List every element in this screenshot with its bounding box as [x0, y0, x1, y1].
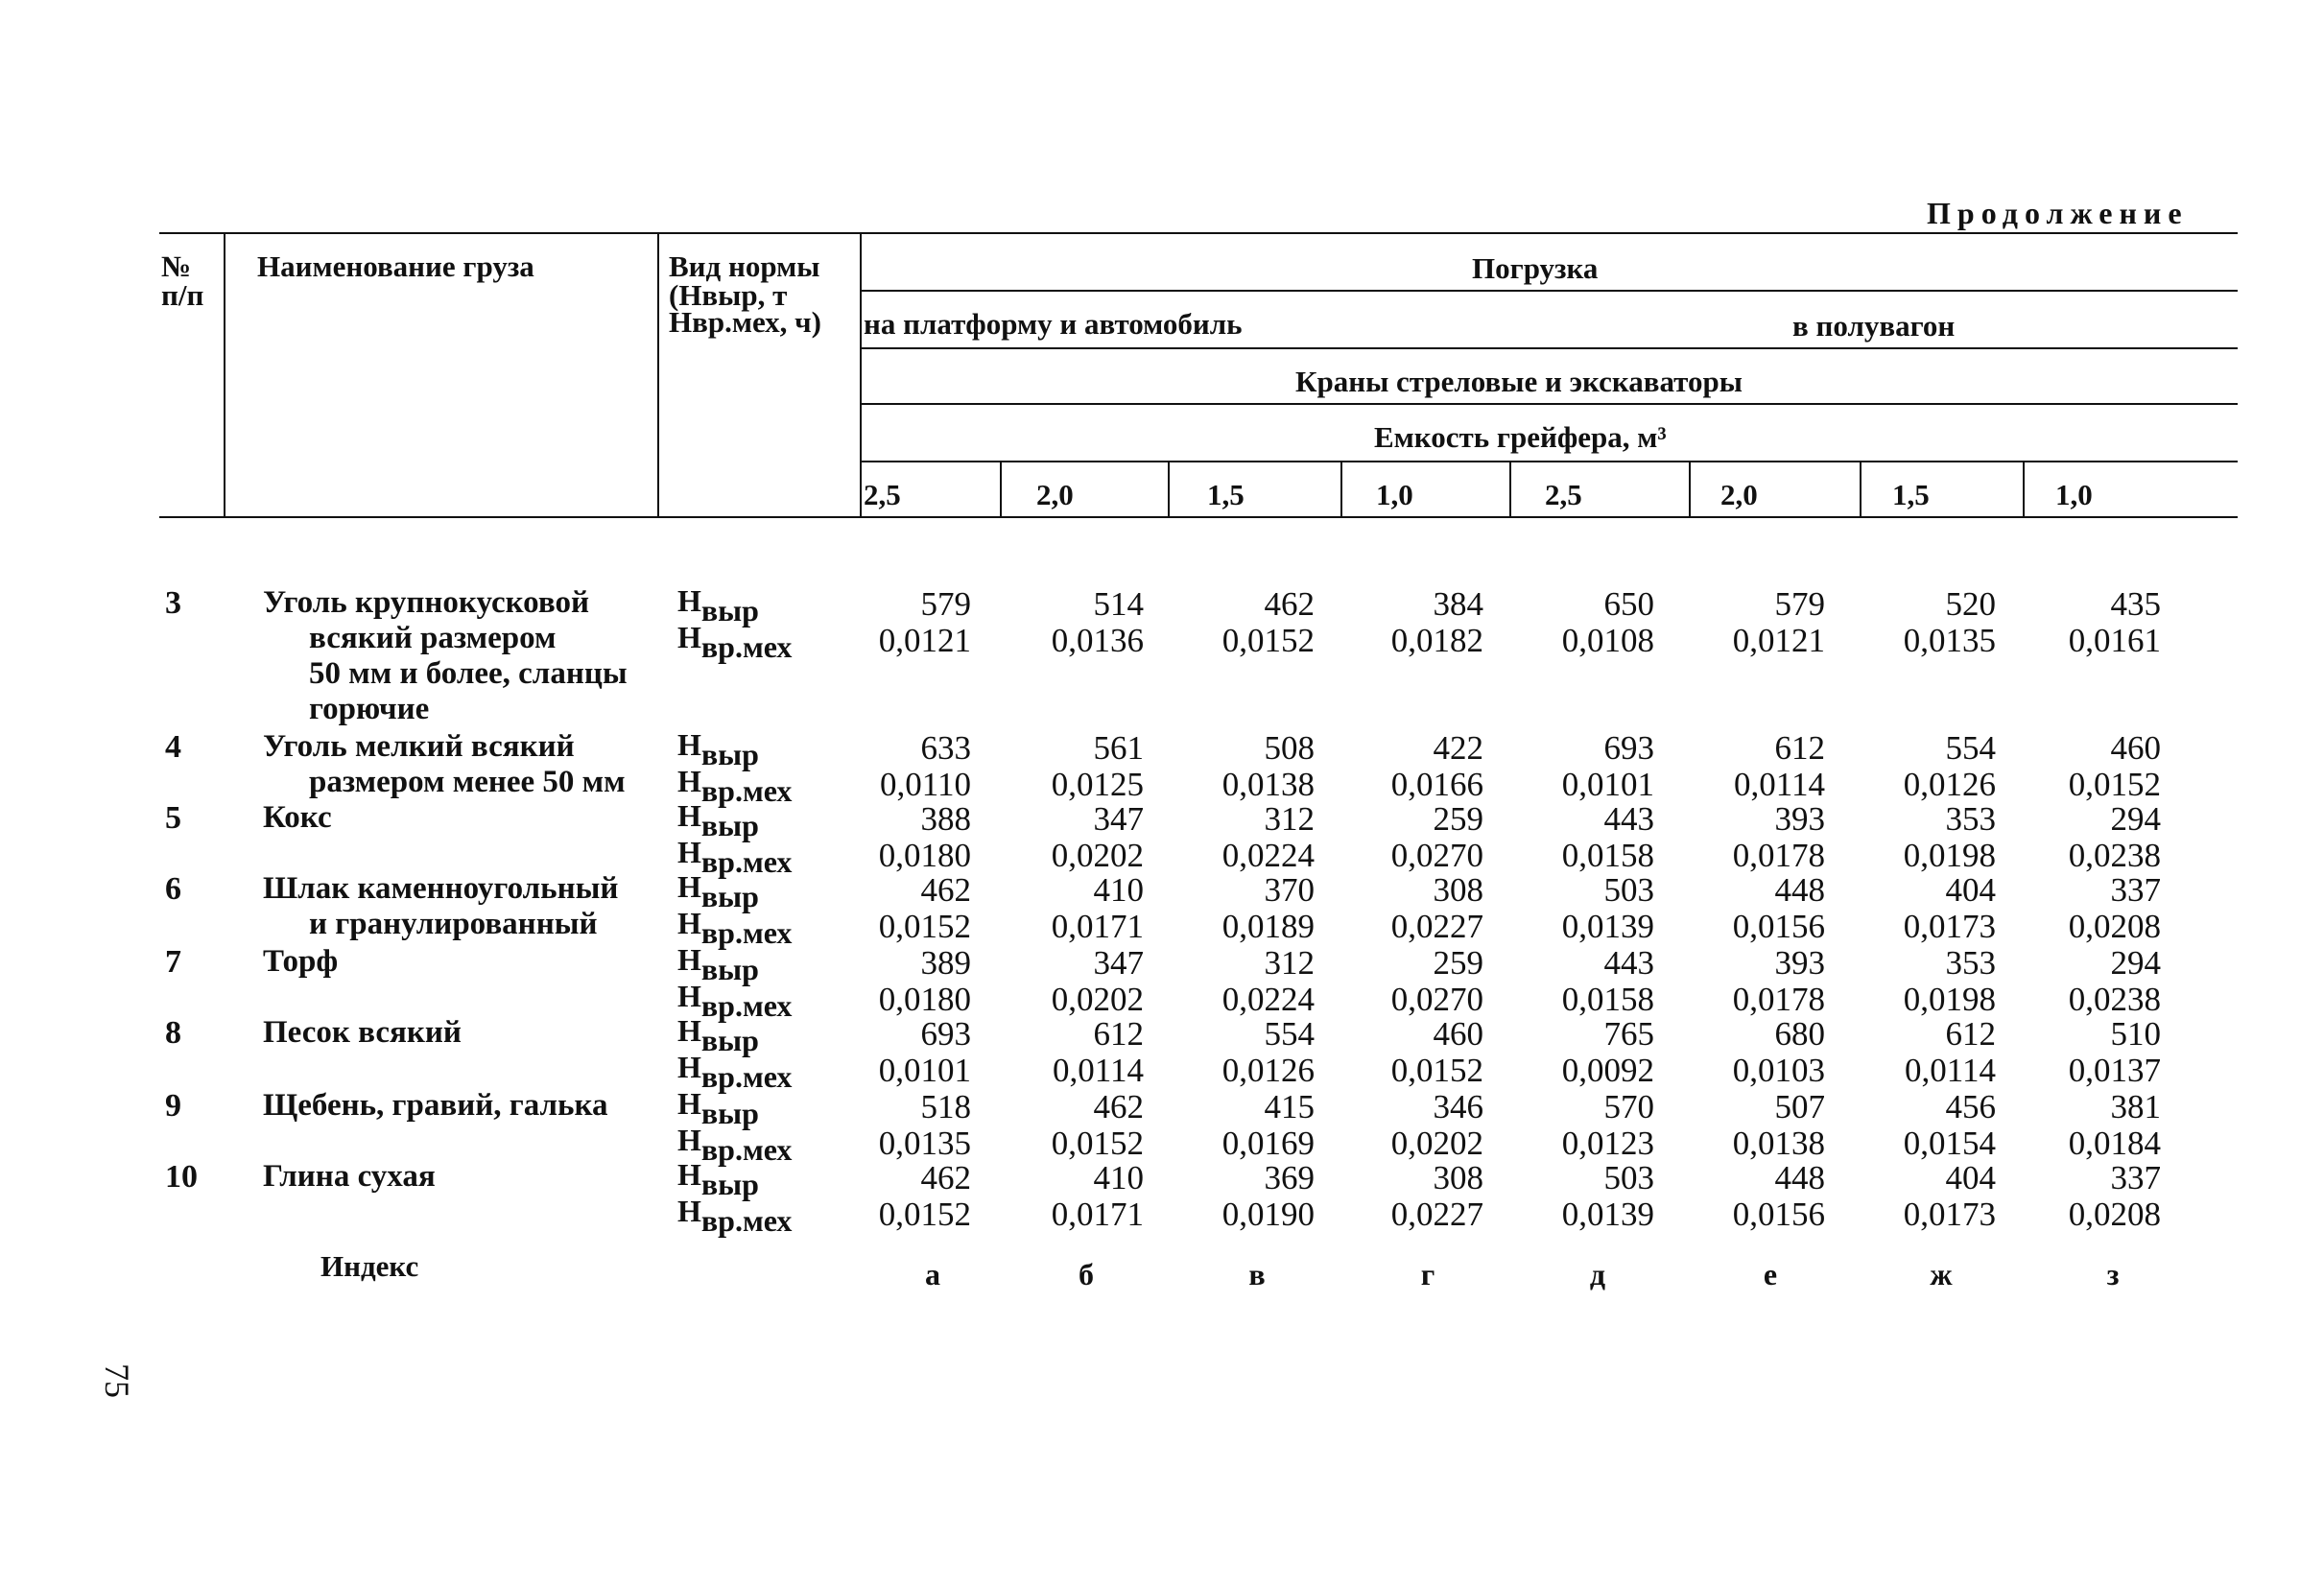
value-time: 0,0180	[878, 837, 971, 874]
value-output: 520	[1945, 585, 1996, 623]
value-time: 0,0156	[1732, 1196, 1825, 1233]
norm-subscript: вр.мех	[700, 915, 793, 950]
value-output: 554	[1264, 1015, 1315, 1053]
value-time: 0,0139	[1561, 908, 1654, 945]
cargo-name-line: 50 мм и более, сланцы	[309, 656, 628, 691]
capacity-cell: 2,5	[1545, 478, 1582, 511]
header-norm-line2: (Нвыр, т	[669, 278, 788, 312]
value-output: 680	[1774, 1015, 1825, 1053]
value-output: 612	[1093, 1015, 1144, 1053]
value-output: 612	[1945, 1015, 1996, 1053]
index-letter: ж	[1930, 1257, 1953, 1291]
cargo-name-line: Щебень, гравий, галька	[263, 1088, 608, 1123]
row-number: 10	[165, 1159, 198, 1195]
col-divider-3	[860, 232, 862, 518]
value-time: 0,0135	[1903, 622, 1996, 659]
value-output: 404	[1945, 871, 1996, 909]
cap-divider-4	[1509, 461, 1511, 518]
value-output: 650	[1603, 585, 1654, 623]
norm-symbol: Н	[677, 979, 701, 1013]
value-time: 0,0270	[1390, 981, 1483, 1018]
col-divider-1	[224, 232, 225, 518]
value-output: 508	[1264, 729, 1315, 767]
value-output: 579	[920, 585, 971, 623]
rule-loading	[862, 290, 2238, 292]
capacity-cell: 1,5	[1207, 478, 1245, 511]
header-equipment: Краны стреловые и экскаваторы	[1295, 365, 1743, 398]
value-output: 381	[2110, 1088, 2161, 1125]
value-output: 448	[1774, 1159, 1825, 1196]
cap-divider-6	[1860, 461, 1862, 518]
norm-subscript: вр.мех	[700, 1132, 793, 1167]
value-time: 0,0137	[2068, 1052, 2161, 1089]
cap-divider-7	[2023, 461, 2025, 518]
norm-subscript: вр.мех	[700, 1059, 793, 1094]
value-output: 393	[1774, 800, 1825, 838]
norm-symbol: Н	[677, 906, 701, 940]
value-time: 0,0152	[878, 908, 971, 945]
value-output: 308	[1433, 1159, 1483, 1196]
value-output: 448	[1774, 871, 1825, 909]
header-bottom-rule	[159, 516, 2238, 518]
cargo-name-line: размером менее 50 мм	[309, 765, 626, 799]
cargo-name-line: Торф	[263, 944, 339, 979]
rule-capacity	[862, 461, 2238, 462]
value-time: 0,0208	[2068, 1196, 2161, 1233]
norm-symbol: Н	[677, 764, 701, 798]
value-output: 404	[1945, 1159, 1996, 1196]
cargo-name-line: и гранулированный	[309, 907, 598, 941]
value-time: 0,0108	[1561, 622, 1654, 659]
value-time: 0,0103	[1732, 1052, 1825, 1089]
value-time: 0,0121	[878, 622, 971, 659]
value-time: 0,0125	[1051, 766, 1144, 803]
value-output: 514	[1093, 585, 1144, 623]
value-output: 347	[1093, 944, 1144, 982]
value-time: 0,0092	[1561, 1052, 1654, 1089]
value-time: 0,0123	[1561, 1125, 1654, 1162]
header-dest-platform: на платформу и автомобиль	[864, 307, 1243, 341]
norm-subscript: вр.мех	[700, 988, 793, 1023]
rule-destination	[862, 347, 2238, 349]
index-letter: а	[925, 1257, 940, 1291]
value-time: 0,0152	[1390, 1052, 1483, 1089]
value-time: 0,0114	[1053, 1052, 1144, 1089]
value-time: 0,0139	[1561, 1196, 1654, 1233]
norm-type-time	[677, 620, 792, 665]
cargo-name-line: Уголь крупнокусковой	[263, 585, 589, 620]
value-time: 0,0136	[1051, 622, 1144, 659]
value-output: 312	[1264, 800, 1315, 838]
value-time: 0,0227	[1390, 908, 1483, 945]
norm-symbol: Н	[677, 583, 701, 618]
capacity-cell: 2,0	[1036, 478, 1074, 511]
norm-symbol: Н	[677, 942, 701, 977]
value-output: 353	[1945, 944, 1996, 982]
cap-divider-1	[1000, 461, 1002, 518]
table-top-rule	[159, 232, 2238, 234]
value-output: 507	[1774, 1088, 1825, 1125]
value-output: 443	[1603, 800, 1654, 838]
row-number: 6	[165, 871, 181, 907]
value-output: 462	[1093, 1088, 1144, 1125]
value-time: 0,0126	[1221, 1052, 1315, 1089]
cargo-name-line: всякий размером	[309, 621, 557, 655]
value-time: 0,0114	[1734, 766, 1825, 803]
index-letter: г	[1420, 1257, 1435, 1291]
index-letter: д	[1589, 1257, 1606, 1291]
norm-subscript: выр	[700, 1023, 759, 1057]
header-loading: Погрузка	[1472, 251, 1599, 285]
norm-subscript: выр	[700, 737, 759, 771]
norm-subscript: вр.мех	[700, 1203, 793, 1238]
value-time: 0,0152	[2068, 766, 2161, 803]
value-output: 570	[1603, 1088, 1654, 1125]
value-time: 0,0126	[1903, 766, 1996, 803]
value-time: 0,0173	[1903, 908, 1996, 945]
value-time: 0,0114	[1905, 1052, 1996, 1089]
value-time: 0,0138	[1732, 1125, 1825, 1162]
value-time: 0,0202	[1051, 981, 1144, 1018]
value-output: 462	[1264, 585, 1315, 623]
value-time: 0,0161	[2068, 622, 2161, 659]
cargo-name-line: горючие	[309, 692, 430, 726]
value-output: 561	[1093, 729, 1144, 767]
norm-subscript: вр.мех	[700, 773, 793, 808]
header-num-line1: №	[161, 249, 192, 283]
capacity-cell: 1,0	[1376, 478, 1413, 511]
row-number: 9	[165, 1088, 181, 1124]
value-output: 415	[1264, 1088, 1315, 1125]
norm-subscript: выр	[700, 808, 759, 842]
value-time: 0,0198	[1903, 981, 1996, 1018]
value-output: 259	[1433, 944, 1483, 982]
value-time: 0,0158	[1561, 981, 1654, 1018]
value-output: 510	[2110, 1015, 2161, 1053]
value-output: 388	[920, 800, 971, 838]
header-num-line2: п/п	[161, 278, 204, 312]
value-output: 460	[1433, 1015, 1483, 1053]
row-number: 5	[165, 800, 181, 836]
continuation-label: Продолжение	[1927, 196, 2189, 230]
value-time: 0,0171	[1051, 1196, 1144, 1233]
value-output: 693	[920, 1015, 971, 1053]
value-time: 0,0156	[1732, 908, 1825, 945]
value-output: 579	[1774, 585, 1825, 623]
index-letter: б	[1079, 1257, 1094, 1291]
value-output: 462	[920, 871, 971, 909]
page-number: 75	[98, 1363, 136, 1398]
value-output: 410	[1093, 871, 1144, 909]
value-output: 518	[920, 1088, 971, 1125]
value-output: 554	[1945, 729, 1996, 767]
cargo-name-line: Песок всякий	[263, 1015, 462, 1050]
cargo-name-line: Кокс	[263, 800, 332, 835]
value-time: 0,0169	[1221, 1125, 1315, 1162]
value-time: 0,0101	[1561, 766, 1654, 803]
row-number: 3	[165, 585, 181, 621]
rule-equipment	[862, 403, 2238, 405]
value-time: 0,0152	[1051, 1125, 1144, 1162]
value-output: 765	[1603, 1015, 1654, 1053]
value-time: 0,0227	[1390, 1196, 1483, 1233]
index-label: Индекс	[320, 1249, 419, 1283]
header-norm-line3: Нвр.мех, ч)	[669, 305, 821, 339]
norm-subscript: выр	[700, 952, 759, 986]
value-output: 410	[1093, 1159, 1144, 1196]
value-output: 612	[1774, 729, 1825, 767]
value-time: 0,0173	[1903, 1196, 1996, 1233]
header-norm-line1: Вид нормы	[669, 249, 820, 283]
col-divider-2	[657, 232, 659, 518]
value-output: 294	[2110, 944, 2161, 982]
index-letter: в	[1248, 1257, 1266, 1291]
index-letter: е	[1763, 1257, 1778, 1291]
value-output: 347	[1093, 800, 1144, 838]
value-time: 0,0202	[1051, 837, 1144, 874]
value-output: 370	[1264, 871, 1315, 909]
value-time: 0,0202	[1390, 1125, 1483, 1162]
norm-symbol: Н	[677, 727, 701, 762]
value-time: 0,0166	[1390, 766, 1483, 803]
value-time: 0,0158	[1561, 837, 1654, 874]
value-time: 0,0198	[1903, 837, 1996, 874]
value-time: 0,0224	[1221, 981, 1315, 1018]
value-output: 337	[2110, 871, 2161, 909]
value-output: 353	[1945, 800, 1996, 838]
value-output: 384	[1433, 585, 1483, 623]
norm-symbol: Н	[677, 869, 701, 904]
value-time: 0,0238	[2068, 981, 2161, 1018]
value-output: 312	[1264, 944, 1315, 982]
norm-subscript: выр	[700, 593, 759, 628]
value-time: 0,0135	[878, 1125, 971, 1162]
index-letter: з	[2106, 1257, 2120, 1291]
value-output: 633	[920, 729, 971, 767]
norm-symbol: Н	[677, 798, 701, 833]
norm-subscript: вр.мех	[700, 629, 793, 664]
cap-divider-3	[1340, 461, 1342, 518]
capacity-cell: 2,5	[864, 478, 901, 511]
value-time: 0,0208	[2068, 908, 2161, 945]
value-time: 0,0152	[878, 1196, 971, 1233]
norm-symbol: Н	[677, 1086, 701, 1121]
cap-divider-2	[1168, 461, 1170, 518]
row-number: 4	[165, 729, 181, 765]
header-capacity: Емкость грейфера, м³	[1374, 420, 1667, 454]
value-output: 443	[1603, 944, 1654, 982]
value-time: 0,0110	[880, 766, 971, 803]
value-time: 0,0238	[2068, 837, 2161, 874]
norm-subscript: вр.мех	[700, 844, 793, 879]
value-output: 294	[2110, 800, 2161, 838]
capacity-cell: 2,0	[1720, 478, 1758, 511]
cargo-name-line: Шлак каменноугольный	[263, 871, 619, 906]
value-output: 693	[1603, 729, 1654, 767]
cap-divider-5	[1689, 461, 1691, 518]
norm-type-time	[677, 1194, 792, 1239]
value-output: 456	[1945, 1088, 1996, 1125]
cargo-name-line: Уголь мелкий всякий	[263, 729, 575, 764]
capacity-cell: 1,0	[2055, 478, 2093, 511]
value-time: 0,0138	[1221, 766, 1315, 803]
value-time: 0,0178	[1732, 837, 1825, 874]
value-output: 435	[2110, 585, 2161, 623]
norm-symbol: Н	[677, 1050, 701, 1084]
value-time: 0,0178	[1732, 981, 1825, 1018]
value-output: 393	[1774, 944, 1825, 982]
value-time: 0,0101	[878, 1052, 971, 1089]
value-output: 337	[2110, 1159, 2161, 1196]
value-time: 0,0121	[1732, 622, 1825, 659]
norm-subscript: выр	[700, 1096, 759, 1130]
value-time: 0,0154	[1903, 1125, 1996, 1162]
norm-subscript: выр	[700, 879, 759, 913]
row-number: 8	[165, 1015, 181, 1051]
value-output: 389	[920, 944, 971, 982]
norm-symbol: Н	[677, 1194, 701, 1228]
value-time: 0,0189	[1221, 908, 1315, 945]
value-time: 0,0270	[1390, 837, 1483, 874]
value-output: 462	[920, 1159, 971, 1196]
value-output: 369	[1264, 1159, 1315, 1196]
capacity-cell: 1,5	[1892, 478, 1930, 511]
value-output: 346	[1433, 1088, 1483, 1125]
cargo-name-line: Глина сухая	[263, 1159, 436, 1194]
norm-symbol: Н	[677, 1013, 701, 1048]
value-output: 422	[1433, 729, 1483, 767]
value-time: 0,0171	[1051, 908, 1144, 945]
value-time: 0,0152	[1221, 622, 1315, 659]
value-output: 308	[1433, 871, 1483, 909]
value-output: 503	[1603, 871, 1654, 909]
norm-symbol: Н	[677, 620, 701, 654]
value-time: 0,0182	[1390, 622, 1483, 659]
header-dest-wagon: в полувагон	[1792, 309, 1956, 343]
value-output: 259	[1433, 800, 1483, 838]
value-time: 0,0224	[1221, 837, 1315, 874]
value-output: 503	[1603, 1159, 1654, 1196]
norm-subscript: выр	[700, 1167, 759, 1201]
value-time: 0,0180	[878, 981, 971, 1018]
norm-symbol: Н	[677, 1157, 701, 1192]
header-cargo-name: Наименование груза	[257, 249, 534, 283]
value-output: 460	[2110, 729, 2161, 767]
row-number: 7	[165, 944, 181, 980]
norm-symbol: Н	[677, 835, 701, 869]
value-time: 0,0184	[2068, 1125, 2161, 1162]
norm-symbol: Н	[677, 1123, 701, 1157]
value-time: 0,0190	[1221, 1196, 1315, 1233]
